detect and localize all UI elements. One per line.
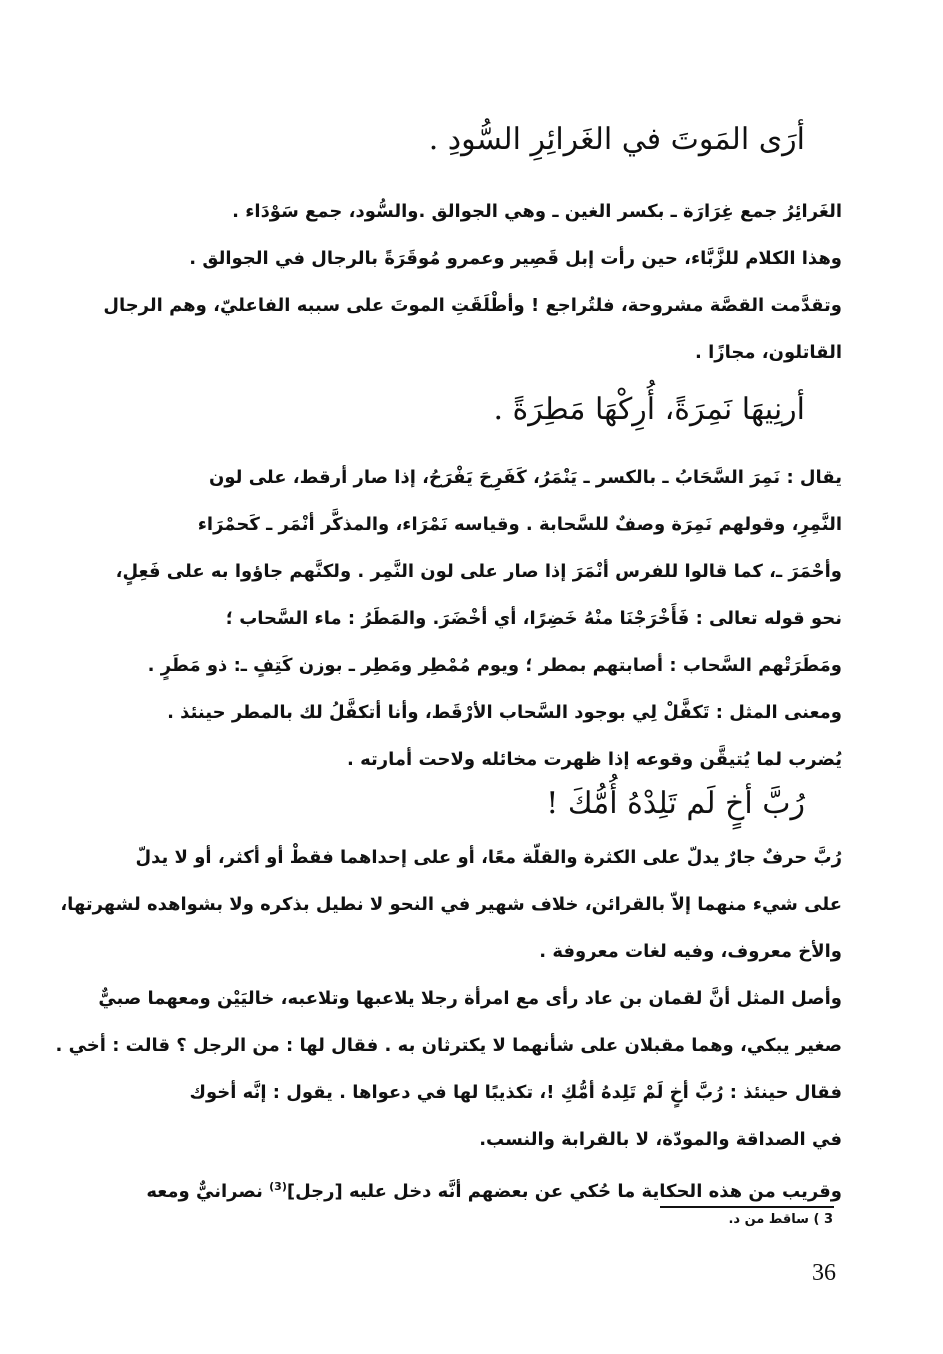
text-line: صغير يبكي، وهما مقبلان على شأنهما لا يكترثان به . فقال لها : من الرجل ؟ قالت : أخي . xyxy=(55,1035,842,1056)
section-2 xyxy=(92,454,842,783)
text-line: الغَرائِرُ جمع غِرَارَة ـ بكسر الغين ـ وهي الجوالق .والسُّود، جمع سَوْدَاء . xyxy=(232,201,842,222)
text-line: يُضرب لما يُتيقَّن وقوعه إذا ظهرت مخائله ولاحت أمارته . xyxy=(346,749,842,770)
paragraph xyxy=(92,188,842,376)
text-line: وأحْمَرَ ـ، كما قالوا للفرس أنْمَرَ إذا صار على لون النَّمِر . ولكنَّهم جاؤوا به على فَعِلٍ، xyxy=(115,561,842,582)
heading-3: رُبَّ أخٍ لَم تَلِدْهُ أُمُّكَ ! xyxy=(546,786,805,821)
heading-1: أرَى المَوتَ في الغَرائِرِ السُّودِ . xyxy=(428,122,805,157)
text-line: القاتلون، مجازًا . xyxy=(694,342,842,363)
text-segment: وقريب من هذه الحكاية ما حُكي عن بعضهم أنَّه دخل عليه [رجل] xyxy=(286,1181,842,1202)
text-line: وأصل المثل أنَّ لقمان بن عاد رأى مع امرأة رجلا يلاعبها وتلاعبه، خاليَيْن ومعهما صبيٌّ xyxy=(98,988,842,1009)
text-line: على شيء منهما إلاّ بالقرائن، خلاف شهير في النحو لا نطيل بذكره ولا بشواهده لشهرتها، xyxy=(60,894,842,915)
text-line: وتقدَّمت القصَّة مشروحة، فلتُراجع ! وأطْلَقَتِ الموتَ على سببه الفاعليّ، وهم الرجال xyxy=(103,295,842,316)
text-line: فقال حينئذ : رُبَّ أخٍ لَمْ تَلِدهُ أمُّكِ !، تكذيبًا لها في دعواها . يقول : إنَّه أخوك xyxy=(189,1082,842,1103)
footnote-divider xyxy=(660,1206,834,1208)
text-line: وهذا الكلام للزَّبَّاء، حين رأت إبل قَصِير وعمرو مُوقَرَةً بالرجال في الجوالق . xyxy=(189,248,842,269)
text-line: نحو قوله تعالى : فَأَخْرَجْنَا منْهُ خَضِرًا، أي أخْضَرَ. والمَطَرُ : ماء السَّحاب ؛ xyxy=(225,608,842,629)
text-segment: نصرانيٌّ ومعه xyxy=(146,1181,263,1202)
paragraph xyxy=(55,834,842,1215)
heading-2: أرنِيهَا نَمِرَةً، أُرِكْهَا مَطِرَةً . xyxy=(493,392,805,427)
text-line: رُبَّ حرفٌ جارٌ يدلّ على الكثرة والقلّة معًا، أو على إحداهما فقطْ أو أكثر، أو لا يدلّ xyxy=(135,847,842,868)
section-1 xyxy=(92,188,842,376)
text-line: والأخ معروف، وفيه لغات معروفة . xyxy=(539,941,842,962)
text-line: النَّمِرِ، وقولهم نَمِرَة وصفٌ للسَّحابة . وقياسه نَمْرَاء، والمذكَّر أنْمَر ـ كَحمْرَاء xyxy=(197,514,842,535)
footnote: 3 ) ساقط من د. xyxy=(728,1212,833,1227)
page-number: 36 xyxy=(812,1260,836,1286)
footnote-reference: (3) xyxy=(269,1180,287,1193)
text-line: في الصداقة والمودّة، لا بالقرابة والنسب. xyxy=(479,1129,842,1150)
section-3 xyxy=(55,834,842,1215)
text-line: ومَطَرَتْهم السَّحاب : أصابتهم بمطر ؛ ويوم مُمْطِر ومَطِر ـ بوزن كَتِفٍ ـ: ذو مَطَرٍ . xyxy=(147,655,842,676)
paragraph xyxy=(92,454,842,783)
text-line: ومعنى المثل : تَكفَّلْ لِي بوجود السَّحاب الأرْقَط، وأنا أتكفَّلُ لك بالمطر حينئذ . xyxy=(167,702,842,723)
text-line: يقال : نَمِرَ السَّحَابُ ـ بالكسر ـ يَنْمَرُ، كَفَرِحَ يَفْرَحُ، إذا صار أرقط، على لون xyxy=(209,467,842,488)
